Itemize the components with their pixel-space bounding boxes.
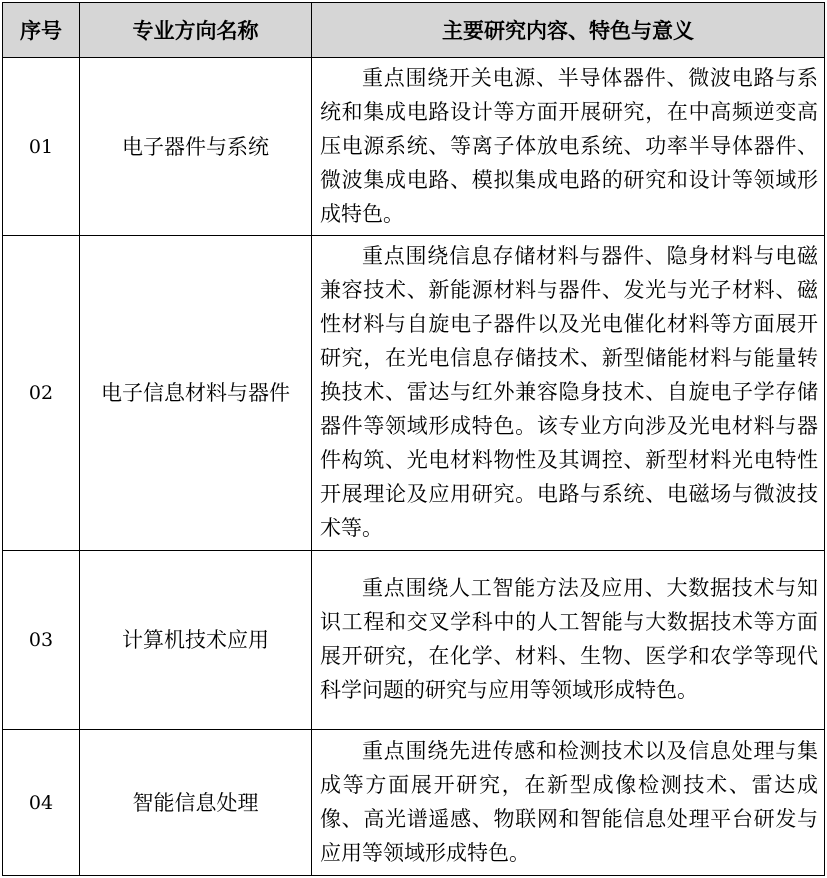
row-research-content: 重点围绕信息存储材料与器件、隐身材料与电磁兼容技术、新能源材料与器件、发光与光子材料、磁性材料与自旋电子器件以及光电催化材料等方面展开研究，在光电信息存储技术、新型储能材料与能量转换技术、雷达与红外兼容隐身技术、自旋电子学存储器件等领域形成特色。该专业方向涉及光电材料与器件构筑、光电材料物性及其调控、新型材料光电特性开展理论及应用研究。电路与系统、电磁场与微波技术等。 [312, 236, 825, 551]
row-index: 04 [3, 730, 80, 876]
row-research-content: 重点围绕人工智能方法及应用、大数据技术与知识工程和交叉学科中的人工智能与大数据技术等方面展开研究，在化学、材料、生物、医学和农学等现代科学问题的研究与应用等领域形成特色。 [312, 551, 825, 730]
row-index: 01 [3, 58, 80, 236]
row-research-content: 重点围绕开关电源、半导体器件、微波电路与系统和集成电路设计等方面开展研究，在中高频逆变高压电源系统、等离子体放电系统、功率半导体器件、微波集成电路、模拟集成电路的研究和设计等领域形成特色。 [312, 58, 825, 236]
row-research-content: 重点围绕先进传感和检测技术以及信息处理与集成等方面展开研究，在新型成像检测技术、雷达成像、高光谱遥感、物联网和智能信息处理平台研发与应用等领域形成特色。 [312, 730, 825, 876]
header-research-content: 主要研究内容、特色与意义 [312, 3, 825, 58]
research-directions-table [2, 2, 825, 876]
row-direction-name: 计算机技术应用 [80, 551, 312, 730]
table-row [3, 730, 825, 876]
table-row [3, 58, 825, 236]
table-row [3, 551, 825, 730]
table-row [3, 236, 825, 551]
row-index: 02 [3, 236, 80, 551]
header-direction-name: 专业方向名称 [80, 3, 312, 58]
header-index: 序号 [3, 3, 80, 58]
row-index: 03 [3, 551, 80, 730]
row-direction-name: 智能信息处理 [80, 730, 312, 876]
row-direction-name: 电子器件与系统 [80, 58, 312, 236]
document-page [2, 2, 825, 876]
row-direction-name: 电子信息材料与器件 [80, 236, 312, 551]
table-header-row [3, 3, 825, 58]
